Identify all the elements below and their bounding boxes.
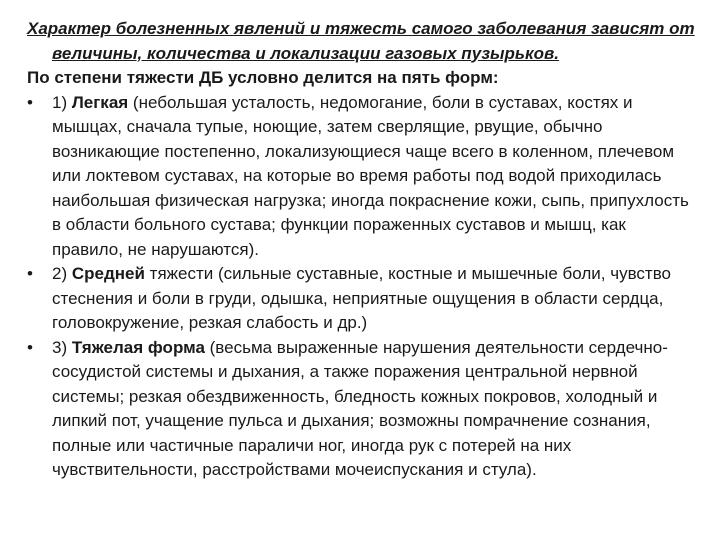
form-description: тяжести (сильные суставные, костные и мышечные боли, чувство стеснения и боли в груди, одышка, неприятные ощущения в области сердца, головокружение, резкая слабость и др.) xyxy=(52,264,672,332)
form-description: (небольшая усталость, недомогание, боли в суставах, костях и мышцах, сначала тупые, ноющие, затем сверлящие, рвущие, обычно возникающие постепенно, локализующиеся чаще всего в коленном, плечевом или локтевом суставах, на которые во время работы под водой приходилась наибольшая физическая нагрузка; иногда покраснение кожи, сыпь, припухлость в области больного сустава; функции пораженных суставов и мышц, как правило, не нарушаются). xyxy=(52,92,689,259)
bullet-icon: • xyxy=(27,337,33,357)
form-number: 3) xyxy=(52,337,72,357)
intro-heading: Характер болезненных явлений и тяжесть самого заболевания зависят от величины, количества и локализации газовых пузырьков. xyxy=(27,19,695,63)
form-term: Легкая xyxy=(71,92,129,112)
list-item-form-3 xyxy=(27,336,696,483)
form-term: Средней xyxy=(71,264,145,283)
form-number: 2) xyxy=(52,264,72,283)
list-item-form-2 xyxy=(27,262,696,336)
bullet-icon: • xyxy=(27,92,33,112)
forms-subtitle: По степени тяжести ДБ условно делится на пять форм: xyxy=(27,68,499,87)
list-item-form-1 xyxy=(27,91,696,263)
bullet-icon: • xyxy=(27,264,33,283)
form-number: 1) xyxy=(52,92,72,112)
forms-list xyxy=(27,91,696,483)
form-term: Тяжелая форма xyxy=(71,337,205,357)
form-description: (весьма выраженные нарушения деятельности сердечно-сосудистой системы и дыхания, а также поражения центральной нервной системы; резкая обездвиженность, бледность кожных покровов, холодный и липкий пот, учащение пульса и дыхания; возможны помрачнение сознания, полные или частичные параличи ног, иногда рук с потерей на них чувствительности, расстройствами мочеиспускания и стула). xyxy=(52,337,668,479)
